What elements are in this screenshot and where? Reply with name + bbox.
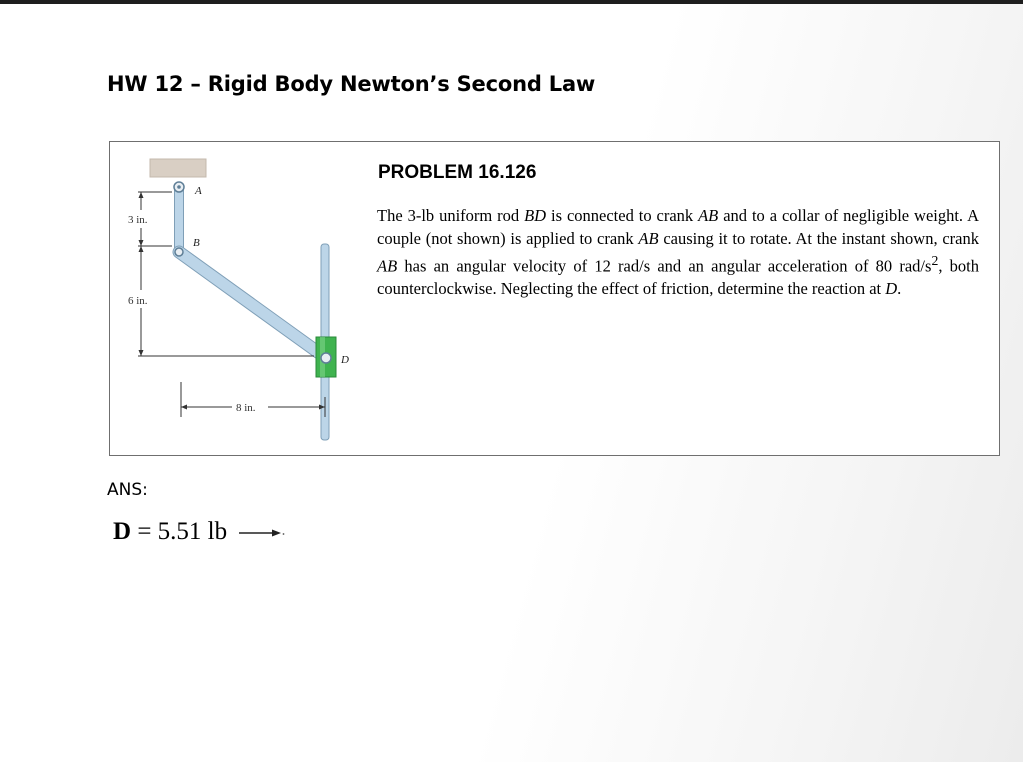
answer-symbol: D: [113, 518, 132, 545]
dim-label-6in: 6 in.: [128, 295, 148, 307]
answer-equals: =: [131, 518, 158, 545]
label-a: A: [195, 185, 202, 197]
answer-value: 5.51 lb: [157, 518, 228, 545]
arrow-right-icon: [237, 527, 285, 539]
ceiling-support: [150, 159, 206, 177]
rod-bd: [179, 252, 326, 358]
problem-box: [109, 141, 1000, 456]
answer-line: [113, 518, 285, 546]
page-title: HW 12 – Rigid Body Newton’s Second Law: [107, 72, 596, 96]
pin-b: [175, 248, 183, 256]
answer-label: ANS:: [107, 480, 148, 500]
top-rule: [0, 0, 1023, 4]
dim-label-3in: 3 in.: [128, 214, 148, 226]
problem-figure: [110, 142, 370, 455]
problem-title: PROBLEM 16.126: [378, 162, 537, 183]
problem-statement: The 3-lb uniform rod BD is connected to crank AB and to a collar of negligible weight. A couple (not shown) is applied to crank AB causing it to rotate. At the instant shown, crank AB has an angular velocity of 12 rad/s and an angular acceleration of 80 rad/$s^2$, both counterclockwise. Neglecting the effect of friction, determine the reaction at D.: [377, 206, 979, 298]
pin-d: [321, 353, 331, 363]
label-d: D: [341, 354, 349, 366]
label-b: B: [193, 237, 200, 249]
dim-label-8in: 8 in.: [236, 402, 256, 414]
